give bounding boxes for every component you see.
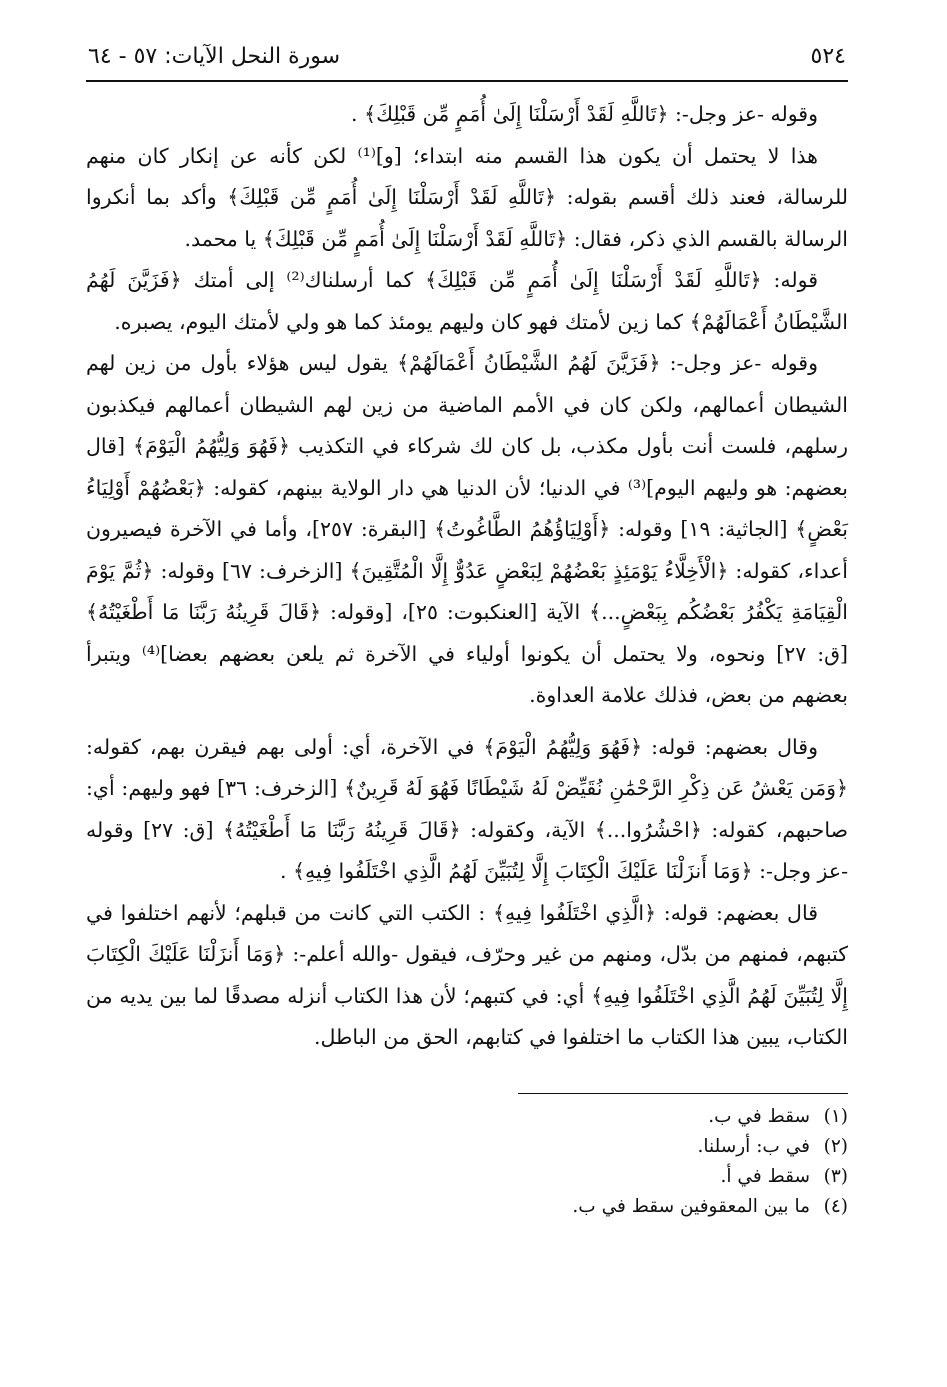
footnote [86, 1102, 848, 1132]
footnote-number: (٣) [823, 1165, 848, 1187]
footnote-text: سقط في ب. [708, 1105, 810, 1127]
main-text [86, 94, 848, 1059]
footnote [86, 1192, 848, 1222]
paragraph: قوله: ﴿تَاللَّهِ لَقَدْ أَرْسَلْنَا إِلَىٰ أُمَمٍ مِّن قَبْلِكَ﴾ كما أرسلناك⁽²⁾ إلى أمتك ﴿فَزَيَّنَ لَهُمُ الشَّيْطَانُ أَعْمَالَهُمْ﴾ كما زين لأمتك فهو كان وليهم يومئذ كما هو ولي لأمتك اليوم، يصبره. [86, 268, 848, 334]
footnote-separator [518, 1093, 848, 1094]
footnote-text: سقط في أ. [720, 1165, 810, 1187]
running-header [86, 40, 848, 82]
footnote-number: (٢) [823, 1135, 848, 1157]
paragraph: قال بعضهم: قوله: ﴿الَّذِي اخْتَلَفُوا فِيهِ﴾ : الكتب التي كانت من قبلهم؛ لأنهم اختلفوا في كتبهم، فمنهم من بدّل، ومنهم من غير وحرّف، فيقول -والله أعلم-: ﴿وَمَا أَنزَلْنَا عَلَيْكَ الْكِتَابَ إِلَّا لِتُبَيِّنَ لَهُمُ الَّذِي اخْتَلَفُوا فِيهِ﴾ أي: في كتبهم؛ لأن هذا الكتاب أنزله مصدقًا لما بين يديه من الكتاب، يبين هذا الكتاب ما اختلفوا في كتابهم، الحق من الباطل. [86, 900, 848, 1049]
paragraph: وقوله -عز وجل-: ﴿تَاللَّهِ لَقَدْ أَرْسَلْنَا إِلَىٰ أُمَمٍ مِّن قَبْلِكَ﴾ . [351, 102, 818, 126]
footnote [86, 1162, 848, 1192]
footnote-number: (١) [823, 1105, 848, 1127]
footnote-text: ما بين المعقوفين سقط في ب. [572, 1195, 810, 1217]
paragraph: هذا لا يحتمل أن يكون هذا القسم منه ابتداء؛ [و]⁽¹⁾ لكن كأنه عن إنكار كان منهم للرسالة، فعند ذلك أقسم بقوله: ﴿تَاللَّهِ لَقَدْ أَرْسَلْنَا إِلَىٰ أُمَمٍ مِّن قَبْلِكَ﴾ وأكد بما أنكروا الرسالة بالقسم الذي ذكر، فقال: ﴿تَاللَّهِ لَقَدْ أَرْسَلْنَا إِلَىٰ أُمَمٍ مِّن قَبْلِكَ﴾ يا محمد. [86, 143, 848, 251]
footnote-number: (٤) [823, 1195, 848, 1217]
footnotes [86, 1102, 848, 1222]
footnote-text: في ب: أرسلنا. [697, 1135, 810, 1157]
book-page [86, 40, 848, 1222]
running-title: سورة النحل الآيات: ٥٧ - ٦٤ [88, 44, 341, 69]
footnote [86, 1132, 848, 1162]
page-number: ٥٢٤ [810, 44, 846, 69]
paragraph: وقوله -عز وجل-: ﴿فَزَيَّنَ لَهُمُ الشَّيْطَانُ أَعْمَالَهُمْ﴾ يقول ليس هؤلاء بأول من زين لهم الشيطان أعمالهم، ولكن كان في الأمم الماضية من زين لهم الشيطان أعمالهم فيكذبون رسلهم، فلست أنت بأول مكذب، بل كان لك شركاء في التكذيب ﴿فَهُوَ وَلِيُّهُمُ الْيَوْمَ﴾ [قال بعضهم: هو وليهم اليوم]⁽³⁾ في الدنيا؛ لأن الدنيا هي دار الولاية بينهم، كقوله: ﴿بَعْضُهُمْ أَوْلِيَاءُ بَعْضٍ﴾ [الجاثية: ١٩] وقوله: ﴿أَوْلِيَاؤُهُمُ الطَّاغُوتُ﴾ [البقرة: ٢٥٧]، وأما في الآخرة فيصيرون أعداء، كقوله: ﴿الْأَخِلَّاءُ يَوْمَئِذٍ بَعْضُهُمْ لِبَعْضٍ عَدُوٌّ إِلَّا الْمُتَّقِينَ﴾ [الزخرف: ٦٧] وقوله: ﴿ثُمَّ يَوْمَ الْقِيَامَةِ يَكْفُرُ بَعْضُكُم بِبَعْضٍ...﴾ الآية [العنكبوت: ٢٥]، [وقوله: ﴿قَالَ قَرِينُهُ رَبَّنَا مَا أَطْغَيْتُهُ﴾ [ق: ٢٧] ونحوه، ولا يحتمل أن يكونوا أولياء في الآخرة ثم يلعن بعضهم بعضا]⁽⁴⁾ ويتبرأ بعضهم من بعض، فذلك علامة العداوة. [86, 351, 849, 707]
paragraph: وقال بعضهم: قوله: ﴿فَهُوَ وَلِيُّهُمُ الْيَوْمَ﴾ في الآخرة، أي: أولى بهم فيقرن بهم، كقوله: ﴿وَمَن يَعْشُ عَن ذِكْرِ الرَّحْمَٰنِ نُقَيِّضْ لَهُ شَيْطَانًا فَهُوَ لَهُ قَرِينٌ﴾ [الزخرف: ٣٦] فهو وليهم: أي: صاحبهم، كقوله: ﴿احْشُرُوا...﴾ الآية، وكقوله: ﴿قَالَ قَرِينُهُ رَبَّنَا مَا أَطْغَيْتُهُ﴾ [ق: ٢٧] وقوله -عز وجل-: ﴿وَمَا أَنزَلْنَا عَلَيْكَ الْكِتَابَ إِلَّا لِتُبَيِّنَ لَهُمُ الَّذِي اخْتَلَفُوا فِيهِ﴾ . [86, 734, 849, 883]
